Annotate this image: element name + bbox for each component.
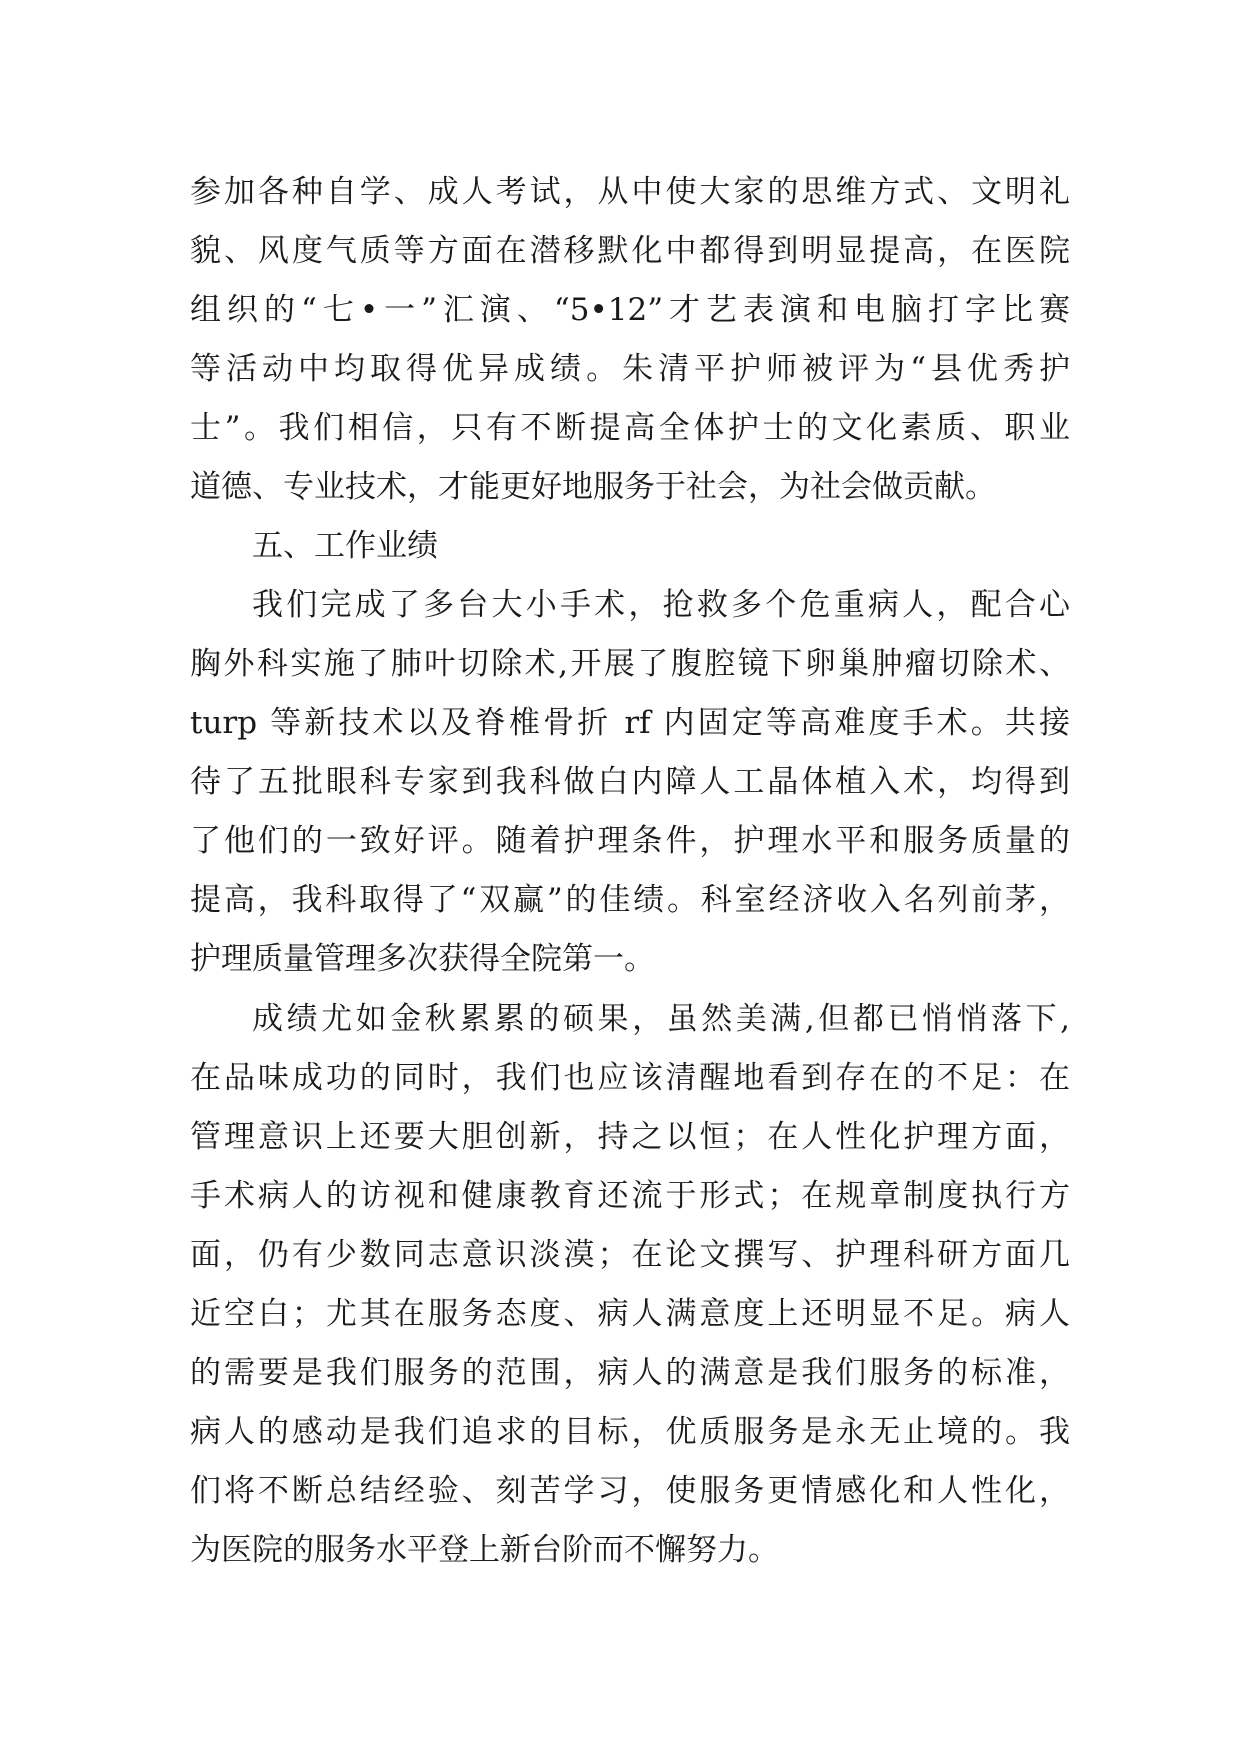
paragraph-line: 胸外科实施了肺叶切除术,开展了腹腔镜下卵巢肿瘤切除术、	[190, 646, 1070, 682]
paragraph-line: 等活动中均取得优异成绩。朱清平护师被评为“县优秀护	[190, 351, 1070, 387]
paragraph-line: 待了五批眼科专家到我科做白内障人工晶体植入术，均得到	[190, 764, 1070, 800]
paragraph-line: 面，仍有少数同志意识淡漠；在论文撰写、护理科研方面几	[190, 1237, 1070, 1273]
paragraph-line: 护理质量管理多次获得全院第一。	[190, 941, 655, 977]
paragraph-line: 病人的感动是我们追求的目标，优质服务是永无止境的。我	[190, 1414, 1070, 1450]
paragraph-line: 参加各种自学、成人考试，从中使大家的思维方式、文明礼	[190, 174, 1070, 210]
paragraph-line: 貌、风度气质等方面在潜移默化中都得到明显提高，在医院	[190, 233, 1070, 269]
paragraph-line: 在品味成功的同时，我们也应该清醒地看到存在的不足：在	[190, 1060, 1070, 1096]
paragraph-line: 成绩尤如金秋累累的硕果，虽然美满,但都已悄悄落下,	[252, 1001, 1070, 1037]
section-heading: 五、工作业绩	[252, 528, 438, 564]
paragraph-line: 道德、专业技术，才能更好地服务于社会，为社会做贡献。	[190, 469, 996, 505]
paragraph-line: 士”。我们相信，只有不断提高全体护士的文化素质、职业	[190, 410, 1070, 446]
paragraph-line: 提高，我科取得了“双赢”的佳绩。科室经济收入名列前茅，	[190, 882, 1070, 918]
paragraph-line: 我们完成了多台大小手术，抢救多个危重病人，配合心	[252, 587, 1070, 623]
paragraph-line: 组织的“七•一”汇演、“5•12”才艺表演和电脑打字比赛	[190, 292, 1070, 328]
paragraph-line: 们将不断总结经验、刻苦学习，使服务更情感化和人性化，	[190, 1473, 1070, 1509]
paragraph-line: 为医院的服务水平登上新台阶而不懈努力。	[190, 1532, 779, 1568]
paragraph-line: 近空白；尤其在服务态度、病人满意度上还明显不足。病人	[190, 1296, 1070, 1332]
paragraph-line: 手术病人的访视和健康教育还流于形式；在规章制度执行方	[190, 1178, 1070, 1214]
paragraph-line: 的需要是我们服务的范围，病人的满意是我们服务的标准，	[190, 1355, 1070, 1391]
paragraph-line: 了他们的一致好评。随着护理条件，护理水平和服务质量的	[190, 823, 1070, 859]
paragraph-line: turp 等新技术以及脊椎骨折 rf 内固定等高难度手术。共接	[190, 705, 1070, 741]
paragraph-line: 管理意识上还要大胆创新，持之以恒；在人性化护理方面，	[190, 1119, 1070, 1155]
